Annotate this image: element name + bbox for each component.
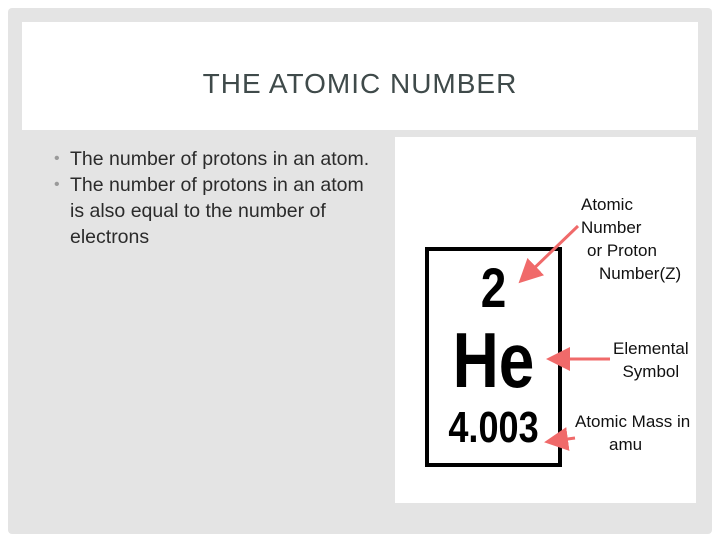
atomic-mass-label-line: amu [609, 435, 643, 454]
arrow-to-atomic-number [525, 226, 578, 277]
bullet-item [54, 172, 374, 250]
atomic-number-value: 2 [480, 256, 507, 319]
element-symbol-value: He [452, 316, 535, 404]
atomic-number-label-line: Atomic Number [581, 195, 642, 237]
symbol-label [613, 337, 689, 383]
bullet-icon: • [54, 176, 60, 193]
title-box [22, 22, 698, 130]
atomic-mass-label [575, 410, 690, 456]
slide-title: THE ATOMIC NUMBER [202, 68, 518, 99]
atomic-number-label-line: or Proton [587, 241, 657, 260]
element-diagram [395, 137, 696, 503]
bullet-text: The number of protons in an atom. [70, 148, 370, 170]
bullet-list [54, 146, 374, 250]
atomic-number-label [581, 193, 696, 285]
atomic-mass-value: 4.003 [448, 403, 539, 452]
symbol-label-line: Elemental [613, 339, 689, 358]
atomic-mass-label-line: Atomic Mass in [575, 412, 691, 431]
symbol-label-line: Symbol [622, 362, 680, 381]
atomic-number-label-line: Number(Z) [599, 264, 682, 283]
bullet-item [54, 146, 374, 172]
bullet-icon: • [54, 150, 60, 167]
bullet-text: The number of protons in an atom is also equal to the number of electrons [70, 174, 364, 248]
arrow-to-mass [553, 438, 575, 441]
slide [8, 8, 712, 534]
